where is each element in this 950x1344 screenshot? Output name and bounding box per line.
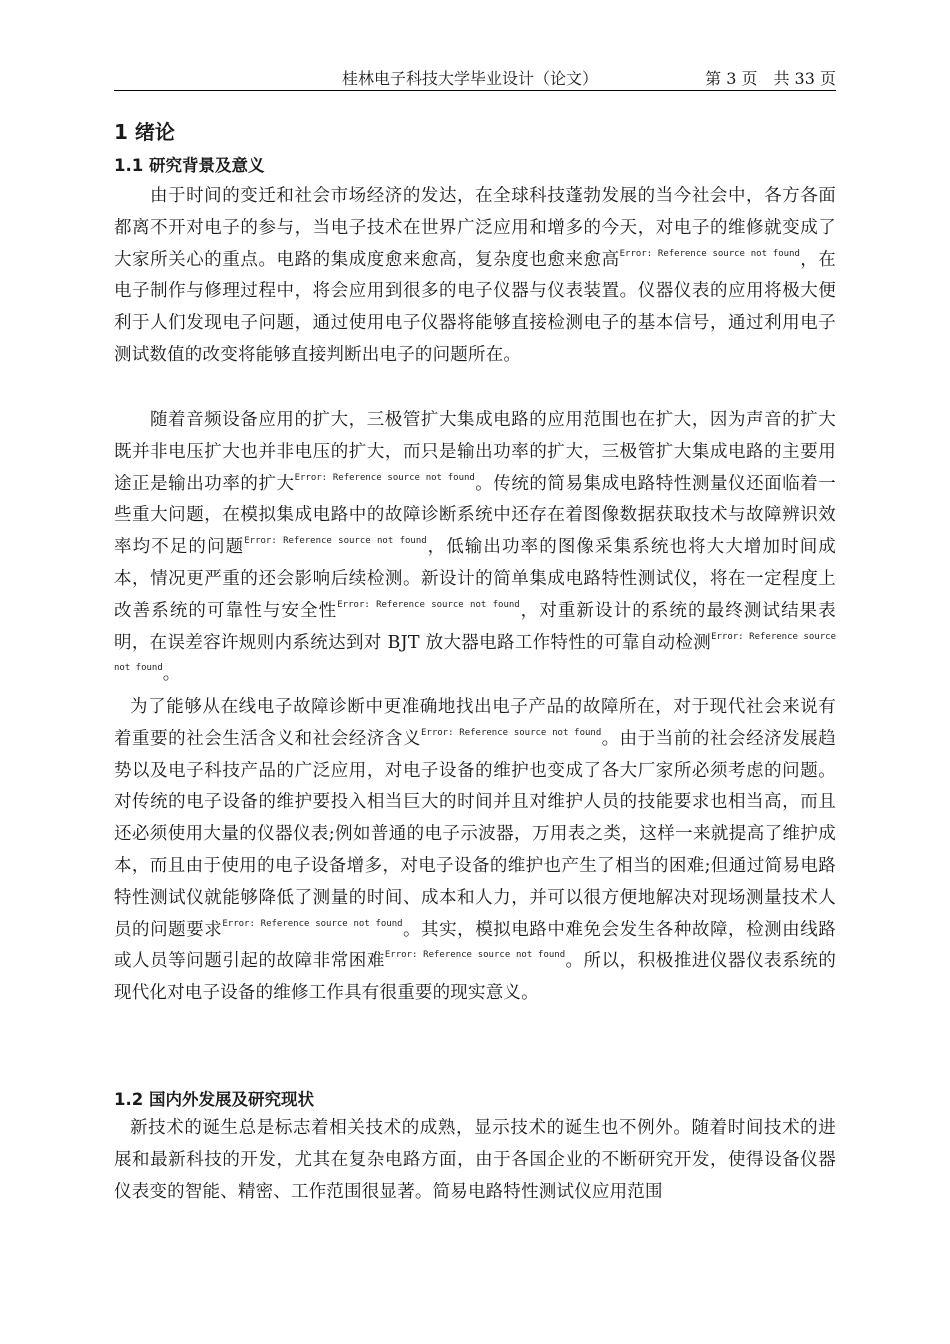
paragraph-text: 为了能够从在线电子故障诊断中更准确地找出电子产品的故障所在，对于现代社会来说有着重要的社会生活含义和社会经济含义: [114, 697, 836, 749]
paragraph-text: 。所以，积极推进仪器仪表系统的现代化对电子设备的维修工作具有很重要的现实意义。: [114, 951, 837, 1004]
citation-error: Error: Reference source not found: [244, 536, 427, 547]
paragraph-1-2-a: 新技术的诞生总是标志着相关技术的成熟，显示技术的诞生也不例外。随着时间技术的进展和最新科技的开发，尤其在复杂电路方面，由于各国企业的不断研究开发，使得设备仪器仪表变的智能、精密、工作范围很显著。简易电路特性测试仪应用范围: [114, 1118, 836, 1202]
header-school-name: 桂林电子科技大学毕业设计（论文）: [342, 69, 599, 88]
paragraph-text: ，对重新设计的系统的最终测试结果表明，在误差容许规则内系统达到对 BJT 放大器电路工作特性的可靠自动检测: [114, 600, 836, 653]
paragraph-text: ，低输出功率的图像采集系统也将大大增加时间成本，情况更严重的还会影响后续检测。新设计的简单集成电路特性测试仪，将在一定程度上改善系统的可靠性与安全性: [114, 537, 837, 621]
section-1-1-title: 1.1 研究背景及意义: [114, 156, 265, 175]
paragraph-1-1-a: [114, 181, 836, 372]
paragraph-text: ，在电子制作与修理过程中，将会应用到很多的电子仪器与仪表装置。仪器仪表的应用将极大便利于人们发现电子问题，通过使用电子仪器将能够直接检测电子的基本信号，通过利用电子测试数值的改变将能够直接判断出电子的问题所在。: [114, 249, 836, 365]
chapter-title: 1 绪论: [114, 120, 175, 144]
citation-error: Error: Reference source not found: [337, 599, 520, 610]
paragraph-text: 。由于当前的社会经济发展趋势以及电子科技产品的广泛应用，对电子设备的维护也变成了各大厂家所必须考虑的问题。对传统的电子设备的维护要投入相当巨大的时间并且对维护人员的技能要求也相当高，而且还必须使用大量的仪器仪表;例如普通的电子示波器，万用表之类，这样一来就提高了维护成本，而且由于使用的电子设备增多，对电子设备的维护也产生了相当的困难;但通过简易电路特性测试仪就能够降低了测量的时间、成本和人力，并可以很方便地解决对现场测量技术人员的问题要求: [114, 728, 837, 940]
paragraph-text: 由于时间的变迁和社会市场经济的发达，在全球科技蓬勃发展的当今社会中，各方各面都离不开对电子的参与，当电子技术在世界广泛应用和增多的今天，对电子的维修就变成了大家所关心的重点。电路的集成度愈来愈高，复杂度也愈来愈高: [114, 186, 836, 270]
header-page-number: 第 3 页 共 33 页: [705, 69, 836, 88]
paragraph-1-1-b: [114, 405, 836, 691]
paragraph-text: 。其实，模拟电路中难免会发生各种故障，检测由线路或人员等问题引起的故障非常困难: [114, 919, 836, 972]
page-header: [114, 64, 836, 91]
citation-error: Error: Reference source not found: [222, 918, 403, 929]
paragraph-text: 。: [162, 664, 181, 685]
citation-error: Error: Reference source not found: [619, 248, 800, 259]
citation-error: Error: Reference source not found: [114, 631, 837, 674]
paragraph-text: 随着音频设备应用的扩大，三极管扩大集成电路的应用范围也在扩大，因为声音的扩大既并非电压扩大也并非电压的扩大，而只是输出功率的扩大，三极管扩大集成电路的主要用途正是输出功率的扩大: [114, 410, 836, 494]
paragraph-1-1-c: [114, 692, 836, 1010]
citation-error: Error: Reference source not found: [384, 950, 566, 961]
citation-error: Error: Reference source not found: [294, 472, 475, 483]
citation-error: Error: Reference source not found: [421, 727, 602, 738]
section-1-2-title: 1.2 国内外发展及研究现状: [114, 1090, 314, 1109]
paragraph-text: 。传统的简易集成电路特性测量仪还面临着一些重大问题，在模拟集成电路中的故障诊断系统中还存在着图像数据获取技术与故障辨识效率均不足的问题: [114, 473, 837, 558]
